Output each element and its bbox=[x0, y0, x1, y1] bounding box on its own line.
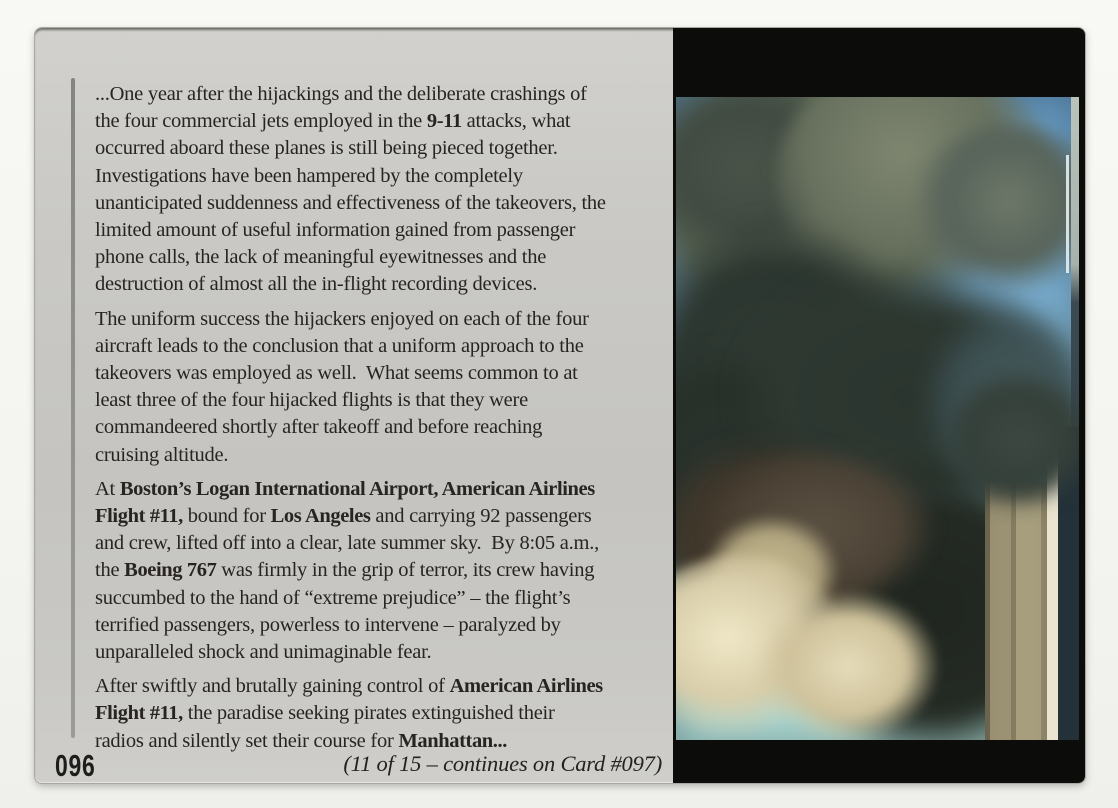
text-line: ...One year after the hijackings and the deliberate crashings of bbox=[95, 83, 587, 105]
text-line: The uniform success the hijackers enjoyed on each of the four bbox=[95, 307, 589, 330]
antenna-line bbox=[1066, 155, 1069, 273]
card-number: 096 bbox=[55, 748, 96, 783]
text-line: terrified passengers, powerless to intervene – paralyzed by bbox=[95, 613, 561, 636]
text-line: succumbed to the hand of “extreme prejudice” – the flight’s bbox=[95, 586, 571, 609]
paragraph bbox=[95, 306, 677, 469]
text-line: the four commercial jets employed in the 9-11 attacks, what bbox=[95, 110, 571, 133]
text-line: cruising altitude. bbox=[95, 443, 229, 466]
tower-facade bbox=[985, 482, 1047, 740]
continuation-note: (11 of 15 – continues on Card #097) bbox=[343, 751, 662, 776]
text-line: radios and silently set their course for Manhattan... bbox=[95, 729, 507, 752]
paragraph bbox=[95, 81, 677, 299]
text-line: unanticipated suddenness and effectiveness of the takeovers, the bbox=[95, 191, 606, 214]
article bbox=[95, 81, 677, 762]
text-line: takeovers was employed as well. What seems common to at bbox=[95, 362, 578, 385]
text-line: Investigations have been hampered by the completely bbox=[95, 164, 523, 187]
text-line: Flight #11, bound for Los Angeles and carrying 92 passengers bbox=[95, 505, 592, 528]
left-margin-rule bbox=[71, 78, 75, 738]
text-line: the Boeing 767 was firmly in the grip of terror, its crew having bbox=[95, 559, 595, 582]
text-line: unparalleled shock and unimaginable fear. bbox=[95, 641, 432, 664]
text-line: commandeered shortly after takeoff and before reaching bbox=[95, 416, 543, 439]
text-line: destruction of almost all the in-flight recording devices. bbox=[95, 273, 538, 296]
text-line: occurred aboard these planes is still being pieced together. bbox=[95, 137, 558, 160]
text-line: phone calls, the lack of meaningful eyewitnesses and the bbox=[95, 246, 547, 269]
text-line: After swiftly and brutally gaining control of American Airlines bbox=[95, 675, 603, 698]
paragraph bbox=[95, 673, 677, 755]
trading-card-back bbox=[35, 28, 1085, 783]
text-line: Flight #11, the paradise seeking pirates extinguished their bbox=[95, 702, 555, 725]
text-line: and crew, lifted off into a clear, late summer sky. By 8:05 a.m., bbox=[95, 532, 599, 555]
text-line: least three of the four hijacked flights is that they were bbox=[95, 389, 528, 412]
text-line: At Boston’s Logan International Airport, American Airlines bbox=[95, 477, 595, 500]
text-line: limited amount of useful information gained from passenger bbox=[95, 219, 576, 242]
twin-towers-smoke-plume-photo bbox=[676, 97, 1079, 740]
text-line: aircraft leads to the conclusion that a uniform approach to the bbox=[95, 334, 584, 357]
photo-frame bbox=[673, 28, 1085, 783]
paragraph bbox=[95, 476, 677, 666]
